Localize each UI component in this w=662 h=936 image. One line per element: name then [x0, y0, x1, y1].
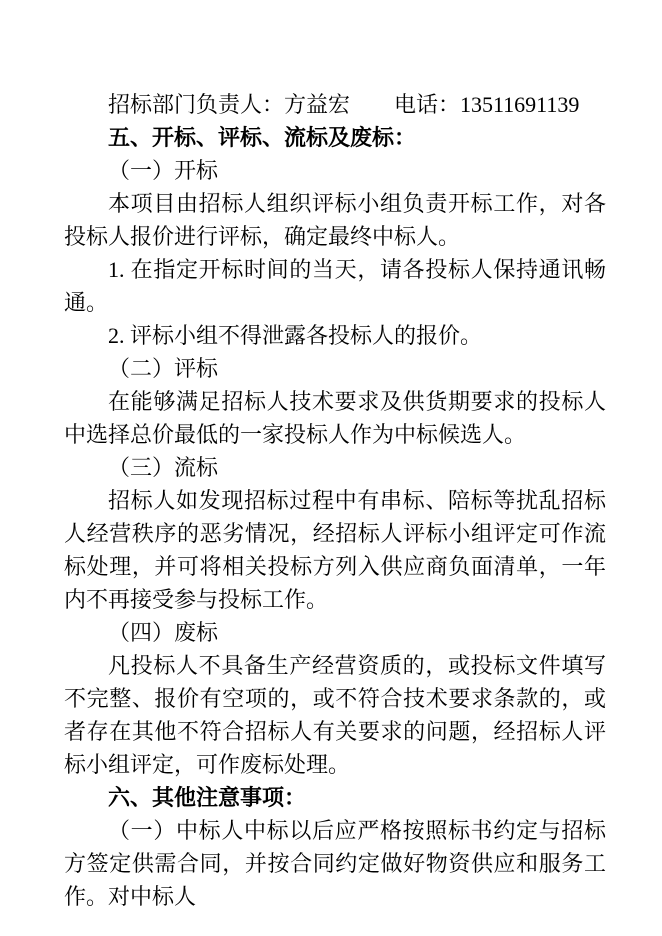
- section-heading: 五、开标、评标、流标及废标：: [108, 125, 417, 150]
- sub-heading: （三）流标: [108, 455, 219, 480]
- paragraph: 招标人如发现招标过程中有串标、陪标等扰乱招标人经营秩序的恶劣情况，经招标人评标小组评定可作流标处理，并可将相关投标方列入供应商负面清单，一年内不再接受参与投标工作。: [64, 488, 606, 612]
- paragraph: 招标部门负责人：方益宏 电话：13511691139: [108, 92, 580, 117]
- paragraph: 1. 在指定开标时间的当天，请各投标人保持通讯畅通。: [64, 257, 606, 315]
- paragraph: （一）中标人中标以后应严格按照标书约定与招标方签定供需合同，并按合同约定做好物资供应和服务工作。对中标人: [64, 818, 606, 909]
- sub-heading: （四）废标: [108, 620, 219, 645]
- sub-heading: （一）开标: [108, 158, 219, 183]
- paragraph: 本项目由招标人组织评标小组负责开标工作，对各投标人报价进行评标，确定最终中标人。: [64, 191, 606, 249]
- paragraph: 凡投标人不具备生产经营资质的，或投标文件填写不完整、报价有空项的，或不符合技术要求条款的，或者存在其他不符合招标人有关要求的问题，经招标人评标小组评定，可作废标处理。: [64, 653, 606, 777]
- paragraph: 2. 评标小组不得泄露各投标人的报价。: [108, 323, 483, 348]
- section-heading: 六、其他注意事项：: [108, 785, 307, 810]
- sub-heading: （二）评标: [108, 356, 219, 381]
- paragraph: 在能够满足招标人技术要求及供货期要求的投标人中选择总价最低的一家投标人作为中标候选人。: [64, 389, 606, 447]
